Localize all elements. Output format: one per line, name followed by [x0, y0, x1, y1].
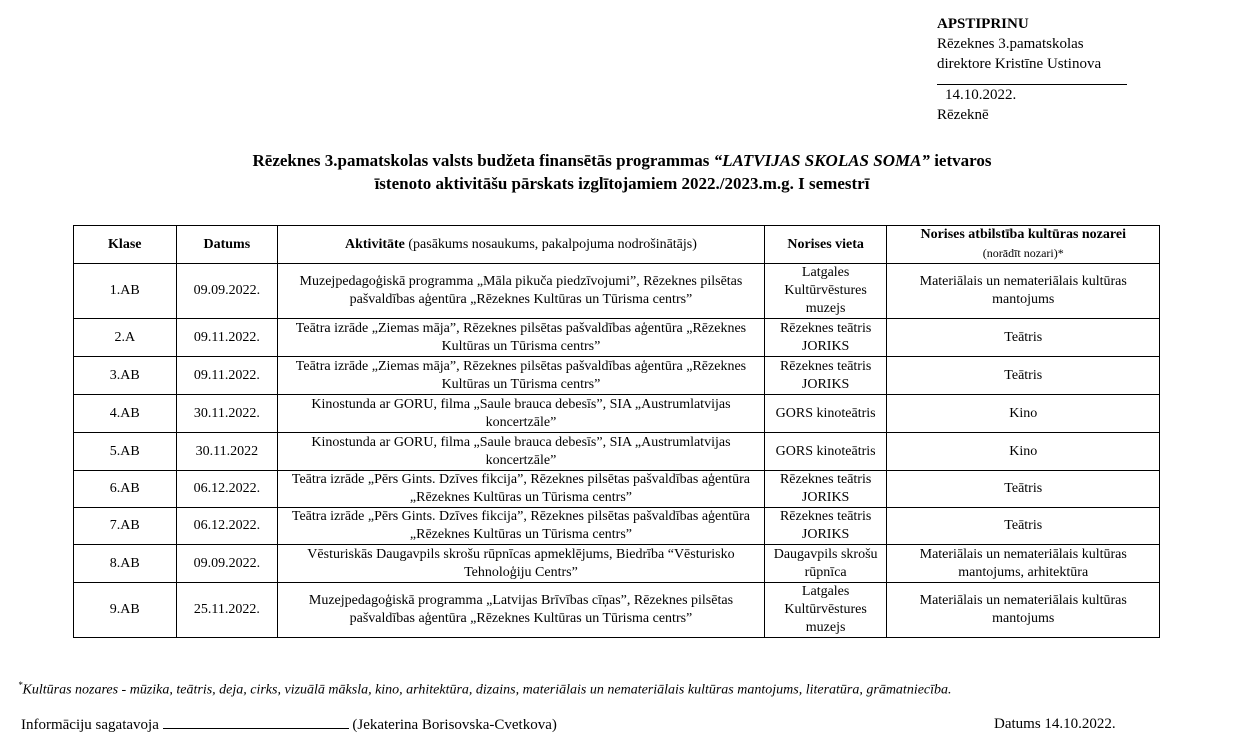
table-row	[74, 508, 1160, 545]
cell-nozare: Materiālais un nemateriālais kultūras mantojums	[887, 583, 1160, 638]
title-part-1: Rēzeknes 3.pamatskolas valsts budžeta finansētās programmas	[252, 151, 714, 170]
header-aktivitate-note: (pasākums nosaukums, pakalpojuma nodrošinātājs)	[404, 236, 697, 252]
cell-klase: 9.AB	[74, 583, 177, 638]
approval-school: Rēzeknes 3.pamatskolas	[937, 36, 1084, 52]
activities-table	[73, 225, 1160, 638]
cell-datums: 09.09.2022.	[176, 264, 278, 319]
approval-director: direktore Kristīne Ustinova	[937, 56, 1102, 72]
cell-klase: 4.AB	[74, 395, 177, 433]
cell-datums: 06.12.2022.	[176, 471, 278, 508]
header-aktivitate	[278, 226, 765, 264]
approval-date: 14.10.2022.	[945, 87, 1017, 103]
signature-line	[937, 74, 1127, 85]
footnote-text: Kultūras nozares - mūzika, teātris, deja, cirks, vizuālā māksla, kino, arhitektūra, dizains, materiālais un nemateriālais kultūras mantojums, literatūra, grāmatniecība.	[22, 682, 952, 698]
cell-datums: 09.11.2022.	[176, 357, 278, 395]
header-vieta: Norises vieta	[764, 226, 887, 264]
cell-vieta: Latgales Kultūrvēstures muzejs	[764, 264, 887, 319]
cell-aktivitate: Kinostunda ar GORU, filma „Saule brauca debesīs”, SIA „Austrumlatvijas koncertzāle”	[278, 433, 765, 471]
table-row	[74, 264, 1160, 319]
table-row	[74, 433, 1160, 471]
prepared-signature-line	[163, 716, 349, 729]
cell-vieta: Rēzeknes teātris JORIKS	[764, 319, 887, 357]
cell-nozare: Kino	[887, 433, 1160, 471]
footnote	[18, 680, 952, 699]
cell-datums: 09.09.2022.	[176, 545, 278, 583]
table-row	[74, 357, 1160, 395]
cell-nozare: Teātris	[887, 357, 1160, 395]
header-atbilstiba	[887, 226, 1160, 264]
cell-aktivitate: Teātra izrāde „Pērs Gints. Dzīves fikcija”, Rēzeknes pilsētas pašvaldības aģentūra „Rēzeknes Kultūras un Tūrisma centrs”	[278, 471, 765, 508]
title-part-2: ietvaros	[929, 151, 992, 170]
cell-nozare: Kino	[887, 395, 1160, 433]
cell-aktivitate: Teātra izrāde „Ziemas māja”, Rēzeknes pilsētas pašvaldības aģentūra „Rēzeknes Kultūras un Tūrisma centrs”	[278, 357, 765, 395]
prepared-name: (Jekaterina Borisovska-Cvetkova)	[352, 717, 557, 733]
cell-vieta: Rēzeknes teātris JORIKS	[764, 357, 887, 395]
approval-place: Rēzeknē	[937, 107, 989, 123]
footnote-marker: *	[18, 680, 23, 690]
table-row	[74, 545, 1160, 583]
approval-block	[937, 14, 1127, 125]
cell-nozare: Materiālais un nemateriālais kultūras mantojums, arhitektūra	[887, 545, 1160, 583]
header-aktivitate-bold: Aktivitāte	[345, 236, 405, 252]
cell-vieta: Daugavpils skrošu rūpnīca	[764, 545, 887, 583]
cell-aktivitate: Muzejpedagoģiskā programma „Latvijas Brīvības cīņas”, Rēzeknes pilsētas pašvaldības aģentūra „Rēzeknes Kultūras un Tūrisma centrs”	[278, 583, 765, 638]
title-line-2: īstenoto aktivitāšu pārskats izglītojamiem 2022./2023.m.g. I semestrī	[374, 174, 870, 193]
cell-vieta: GORS kinoteātris	[764, 395, 887, 433]
cell-klase: 2.A	[74, 319, 177, 357]
cell-vieta: Latgales Kultūrvēstures muzejs	[764, 583, 887, 638]
cell-aktivitate: Teātra izrāde „Ziemas māja”, Rēzeknes pilsētas pašvaldības aģentūra „Rēzeknes Kultūras un Tūrisma centrs”	[278, 319, 765, 357]
cell-klase: 5.AB	[74, 433, 177, 471]
header-klase: Klase	[74, 226, 177, 264]
table-row	[74, 471, 1160, 508]
table-header-row	[74, 226, 1160, 264]
approval-heading: APSTIPRINU	[937, 16, 1029, 32]
cell-aktivitate: Kinostunda ar GORU, filma „Saule brauca debesīs”, SIA „Austrumlatvijas koncertzāle”	[278, 395, 765, 433]
cell-vieta: GORS kinoteātris	[764, 433, 887, 471]
prepared-by	[21, 716, 557, 734]
cell-vieta: Rēzeknes teātris JORIKS	[764, 508, 887, 545]
cell-klase: 1.AB	[74, 264, 177, 319]
prepared-label: Informāciju sagatavoja	[21, 717, 159, 733]
cell-nozare: Teātris	[887, 471, 1160, 508]
cell-nozare: Materiālais un nemateriālais kultūras mantojums	[887, 264, 1160, 319]
header-atbilstiba-note: (norādīt nozari)*	[982, 246, 1064, 260]
document-title	[0, 149, 1244, 195]
cell-vieta: Rēzeknes teātris JORIKS	[764, 471, 887, 508]
cell-aktivitate: Vēsturiskās Daugavpils skrošu rūpnīcas apmeklējums, Biedrība “Vēsturisko Tehnoloģiju Centrs”	[278, 545, 765, 583]
table-row	[74, 319, 1160, 357]
cell-aktivitate: Muzejpedagoģiskā programma „Māla pikuča piedzīvojumi”, Rēzeknes pilsētas pašvaldības aģentūra „Rēzeknes Kultūras un Tūrisma centrs”	[278, 264, 765, 319]
cell-datums: 30.11.2022	[176, 433, 278, 471]
cell-datums: 25.11.2022.	[176, 583, 278, 638]
cell-nozare: Teātris	[887, 508, 1160, 545]
header-datums: Datums	[176, 226, 278, 264]
cell-datums: 30.11.2022.	[176, 395, 278, 433]
cell-datums: 09.11.2022.	[176, 319, 278, 357]
program-name: “LATVIJAS SKOLAS SOMA”	[713, 151, 930, 170]
cell-datums: 06.12.2022.	[176, 508, 278, 545]
table-row	[74, 583, 1160, 638]
title-line-1	[0, 149, 1244, 172]
table-row	[74, 395, 1160, 433]
cell-klase: 7.AB	[74, 508, 177, 545]
header-atbilstiba-bold: Norises atbilstība kultūras nozarei	[920, 227, 1126, 242]
cell-aktivitate: Teātra izrāde „Pērs Gints. Dzīves fikcija”, Rēzeknes pilsētas pašvaldības aģentūra „Rēzeknes Kultūras un Tūrisma centrs”	[278, 508, 765, 545]
cell-klase: 8.AB	[74, 545, 177, 583]
prepared-date: Datums 14.10.2022.	[994, 716, 1116, 732]
cell-klase: 6.AB	[74, 471, 177, 508]
cell-nozare: Teātris	[887, 319, 1160, 357]
cell-klase: 3.AB	[74, 357, 177, 395]
